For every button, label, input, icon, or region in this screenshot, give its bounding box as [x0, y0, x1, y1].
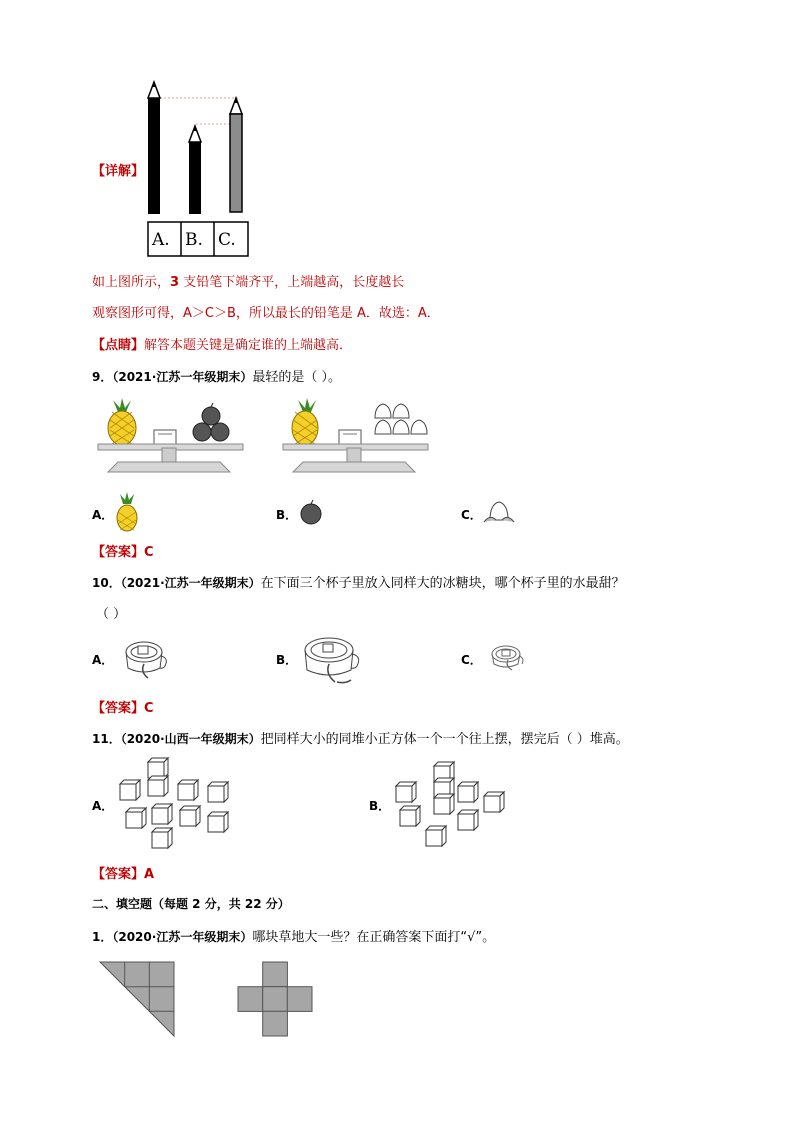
- pencil-label-c: C.: [218, 230, 236, 250]
- q10-option-a-label[interactable]: A．: [92, 653, 114, 667]
- cube-pile-b-icon[interactable]: [394, 762, 512, 848]
- balance-scale-1-base: [98, 448, 258, 478]
- pencil-c: [230, 98, 242, 212]
- small-cup-icon[interactable]: [490, 642, 526, 674]
- q9-option-c-label[interactable]: C．: [461, 508, 482, 522]
- balance-scale-2-base: [283, 448, 443, 478]
- balance-scale-1: [98, 400, 258, 452]
- pencil-a: [148, 82, 160, 214]
- solution-line-1: 如上图所示，3 支铅笔下端齐平，上端越高，长度越长: [92, 275, 405, 290]
- cross-grass-figure[interactable]: [238, 962, 314, 1038]
- q9-option-a-label[interactable]: A．: [92, 508, 114, 522]
- pineapple-icon[interactable]: [114, 492, 140, 532]
- q11-option-b-label[interactable]: B．: [369, 799, 391, 813]
- comment-line: 【点睛】解答本题关键是确定谁的上端越高．: [92, 338, 353, 353]
- peach-icon[interactable]: [482, 498, 516, 526]
- q11-stem: 11．（2020·山西一年级期末）把同样大小的同堆小正方体一个一个往上摆，摆完后（ ）堆高。: [92, 732, 629, 747]
- large-cup-icon[interactable]: [303, 632, 363, 688]
- q11-option-a-label[interactable]: A．: [92, 799, 114, 813]
- q9-stem: 9．（2021·江苏一年级期末）最轻的是（ ）。: [92, 370, 341, 385]
- solution-line-2: 观察图形可得，A＞C＞B，所以最长的铅笔是 A．故选：A．: [92, 306, 440, 321]
- q11-answer: 【答案】A: [92, 867, 155, 882]
- triangle-grass-figure[interactable]: [100, 962, 176, 1038]
- fill1-stem: 1．（2020·江苏一年级期末）哪块草地大一些？在正确答案下面打“√”。: [92, 930, 496, 945]
- balance-scale-2: [283, 400, 443, 452]
- pencil-label-b: B.: [185, 230, 203, 250]
- q10-option-b-label[interactable]: B．: [276, 653, 298, 667]
- pencil-label-a: A.: [152, 230, 170, 250]
- section2-title: 二、填空题（每题 2 分，共 22 分）: [92, 897, 290, 911]
- q9-answer: 【答案】C: [92, 545, 154, 560]
- q9-option-b-label[interactable]: B．: [276, 508, 298, 522]
- cube-pile-a-icon[interactable]: [118, 758, 238, 850]
- q10-option-c-label[interactable]: C．: [461, 653, 482, 667]
- q10-stem: 10．（2021·江苏一年级期末）在下面三个杯子里放入同样大的冰糖块，哪个杯子里的水最甜？: [92, 576, 625, 591]
- pencil-b: [189, 126, 201, 214]
- medium-cup-icon[interactable]: [124, 636, 168, 684]
- detail-tag: 【详解】: [92, 164, 145, 179]
- q10-answer: 【答案】C: [92, 701, 154, 716]
- apple-icon[interactable]: [298, 500, 324, 526]
- q10-blank: （ ）: [96, 607, 127, 622]
